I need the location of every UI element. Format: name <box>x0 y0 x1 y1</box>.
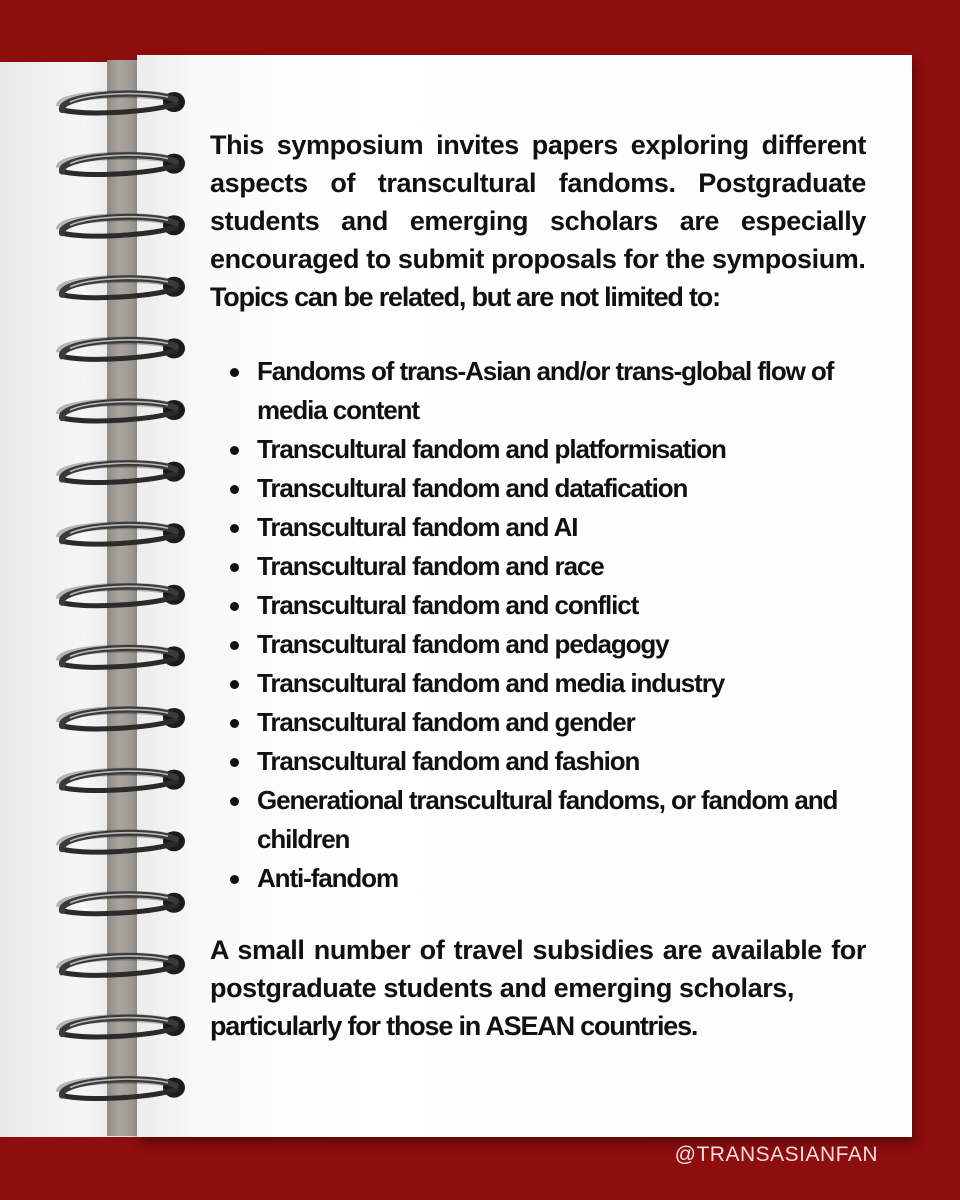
list-item: Generational transcultural fandoms, or fandom and children <box>210 781 866 859</box>
bullet-icon <box>230 797 239 806</box>
spiral-ring <box>60 770 185 791</box>
closing-paragraph <box>210 931 866 1045</box>
bullet-icon <box>230 563 239 572</box>
page-content <box>210 126 866 1045</box>
bullet-icon <box>230 485 239 494</box>
bullet-icon <box>230 719 239 728</box>
social-handle: @TRANSASIANFAN <box>674 1143 878 1166</box>
list-item: Transcultural fandom and race <box>210 547 866 586</box>
list-item: Transcultural fandom and fashion <box>210 742 866 781</box>
bullet-icon <box>230 368 239 377</box>
list-item: Transcultural fandom and gender <box>210 703 866 742</box>
spiral-ring <box>60 215 185 236</box>
spiral-ring <box>60 92 185 113</box>
spiral-ring <box>60 646 185 667</box>
spiral-ring <box>60 831 185 852</box>
list-item: Transcultural fandom and conflict <box>210 586 866 625</box>
spiral-ring <box>60 523 185 544</box>
spiral-ring <box>60 708 185 729</box>
bullet-icon <box>230 602 239 611</box>
list-item: Fandoms of trans-Asian and/or trans-global flow of media content <box>210 352 866 430</box>
spiral-ring <box>60 154 185 175</box>
list-item: Transcultural fandom and pedagogy <box>210 625 866 664</box>
spiral-ring <box>60 400 185 421</box>
spiral-ring <box>60 338 185 359</box>
spiral-ring <box>60 954 185 975</box>
bullet-icon <box>230 446 239 455</box>
spiral-binding <box>0 0 200 1200</box>
closing-text: A small number of travel subsidies are available for postgraduate students and emerging scholars, <box>210 935 866 1003</box>
list-item: Transcultural fandom and media industry <box>210 664 866 703</box>
bullet-icon <box>230 758 239 767</box>
spiral-ring <box>60 1078 185 1099</box>
closing-end-text: particularly for those in ASEAN countries. <box>210 1011 698 1041</box>
spiral-ring <box>60 585 185 606</box>
intro-text: This symposium invites papers exploring different aspects of transcultural fandoms. Postgraduate students and emerging scholars are especially encouraged to submit proposals for the symposium. <box>210 130 866 274</box>
bullet-icon <box>230 641 239 650</box>
topics-list <box>210 352 866 898</box>
list-item: Transcultural fandom and AI <box>210 508 866 547</box>
intro-paragraph <box>210 126 866 316</box>
spiral-ring <box>60 462 185 483</box>
spiral-ring <box>60 1016 185 1037</box>
bullet-icon <box>230 875 239 884</box>
spiral-ring <box>60 277 185 298</box>
topics-lead-text: Topics can be related, but are not limited to: <box>210 282 720 312</box>
list-item: Anti-fandom <box>210 859 866 898</box>
list-item: Transcultural fandom and platformisation <box>210 430 866 469</box>
bullet-icon <box>230 524 239 533</box>
list-item: Transcultural fandom and datafication <box>210 469 866 508</box>
bullet-icon <box>230 680 239 689</box>
spiral-ring <box>60 893 185 914</box>
